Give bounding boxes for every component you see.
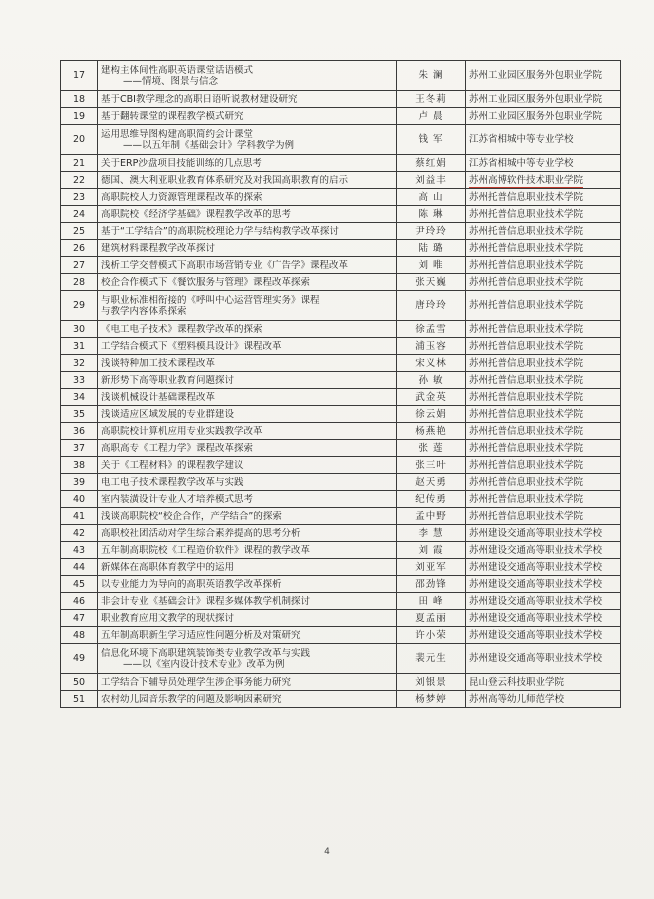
paper-title — [98, 355, 397, 372]
author-name: 纪传勇 — [397, 491, 466, 508]
paper-title-line: 关于《工程材料》的课程教学建议 — [101, 459, 244, 471]
institution-name: 苏州托普信息职业技术学院 — [466, 321, 621, 338]
author-name: 张天巍 — [397, 274, 466, 291]
table-row — [61, 338, 621, 355]
institution-name — [466, 172, 621, 189]
paper-title-line: 与职业标准相衔接的《呼叫中心运营管理实务》课程 — [101, 294, 320, 306]
row-number: 50 — [61, 674, 98, 691]
row-number: 44 — [61, 559, 98, 576]
institution-name: 苏州建设交通高等职业技术学校 — [466, 644, 621, 674]
paper-title — [98, 172, 397, 189]
paper-title-line: 浅谈机械设计基础课程改革 — [101, 391, 216, 403]
institution-name: 苏州托普信息职业技术学院 — [466, 389, 621, 406]
author-name: 李 慧 — [397, 525, 466, 542]
paper-title-line: ——以《室内设计技术专业》改革为例 — [123, 658, 285, 670]
paper-title-line: 与教学内容体系探索 — [101, 305, 187, 317]
paper-title — [98, 576, 397, 593]
institution-name: 苏州建设交通高等职业技术学校 — [466, 610, 621, 627]
paper-title — [98, 457, 397, 474]
paper-title-line: 工学结合下辅导员处理学生涉企事务能力研究 — [101, 676, 292, 688]
institution-name: 苏州托普信息职业技术学院 — [466, 338, 621, 355]
institution-name: 江苏省相城中等专业学校 — [466, 125, 621, 155]
paper-title — [98, 240, 397, 257]
paper-title-line: 信息化环境下高职建筑装饰类专业教学改革与实践 — [101, 647, 311, 659]
institution-name: 苏州建设交通高等职业技术学校 — [466, 576, 621, 593]
paper-title-line: ——情境、图景与信念 — [123, 75, 219, 87]
paper-title-line: 新形势下高等职业教育问题探讨 — [101, 374, 235, 386]
row-number: 18 — [61, 91, 98, 108]
institution-name: 苏州托普信息职业技术学院 — [466, 189, 621, 206]
table-row — [61, 491, 621, 508]
paper-title-line: 高职院校人力资源管理课程改革的探索 — [101, 191, 263, 203]
row-number: 32 — [61, 355, 98, 372]
table-row — [61, 274, 621, 291]
paper-title — [98, 423, 397, 440]
paper-title — [98, 559, 397, 576]
paper-title — [98, 155, 397, 172]
institution-name: 苏州建设交通高等职业技术学校 — [466, 593, 621, 610]
author-name: 孟中野 — [397, 508, 466, 525]
row-number: 36 — [61, 423, 98, 440]
table-row — [61, 125, 621, 155]
row-number: 46 — [61, 593, 98, 610]
institution-underlined: 苏州高博软件技术职业学院 — [469, 174, 584, 186]
paper-title-line: ——以五年制《基础会计》学科教学为例 — [123, 139, 295, 151]
row-number: 23 — [61, 189, 98, 206]
author-name: 许小荣 — [397, 627, 466, 644]
table-row — [61, 389, 621, 406]
paper-title-line: 浅析工学交替模式下高职市场营销专业《广告学》课程改革 — [101, 259, 349, 271]
paper-title-line: 工学结合模式下《塑料模具设计》课程改革 — [101, 340, 282, 352]
table-row — [61, 610, 621, 627]
row-number: 45 — [61, 576, 98, 593]
row-number: 37 — [61, 440, 98, 457]
row-number: 41 — [61, 508, 98, 525]
paper-title — [98, 627, 397, 644]
paper-title — [98, 189, 397, 206]
institution-name: 苏州托普信息职业技术学院 — [466, 206, 621, 223]
author-name: 陆 璐 — [397, 240, 466, 257]
paper-title-line: 德国、澳大利亚职业教育体系研究及对我国高职教育的启示 — [101, 174, 349, 186]
paper-title-line: 《电工电子技术》课程教学改革的探索 — [101, 323, 263, 335]
paper-list-table — [60, 60, 621, 708]
author-name: 杨燕艳 — [397, 423, 466, 440]
institution-name: 苏州高等幼儿师范学校 — [466, 691, 621, 708]
institution-name: 苏州托普信息职业技术学院 — [466, 274, 621, 291]
author-name: 邵劲锋 — [397, 576, 466, 593]
paper-title-line: 高职院校《经济学基础》课程教学改革的思考 — [101, 208, 292, 220]
row-number: 20 — [61, 125, 98, 155]
table-row — [61, 108, 621, 125]
author-name: 蔡红娟 — [397, 155, 466, 172]
institution-name: 苏州建设交通高等职业技术学校 — [466, 525, 621, 542]
paper-title — [98, 440, 397, 457]
institution-name: 苏州托普信息职业技术学院 — [466, 457, 621, 474]
author-name: 高 山 — [397, 189, 466, 206]
institution-name: 苏州托普信息职业技术学院 — [466, 508, 621, 525]
table-row — [61, 206, 621, 223]
author-name: 孙 敏 — [397, 372, 466, 389]
paper-title — [98, 91, 397, 108]
author-name: 钱 军 — [397, 125, 466, 155]
paper-title — [98, 691, 397, 708]
institution-name: 苏州托普信息职业技术学院 — [466, 240, 621, 257]
author-name: 浦玉容 — [397, 338, 466, 355]
table-row — [61, 189, 621, 206]
row-number: 34 — [61, 389, 98, 406]
paper-title-line: 建筑材料课程教学改革探讨 — [101, 242, 216, 254]
paper-title-line: 职业教育应用文教学的现状探讨 — [101, 612, 235, 624]
institution-name: 苏州工业园区服务外包职业学院 — [466, 108, 621, 125]
paper-title — [98, 491, 397, 508]
table-row — [61, 525, 621, 542]
table-row — [61, 457, 621, 474]
institution-name: 苏州托普信息职业技术学院 — [466, 355, 621, 372]
row-number: 29 — [61, 291, 98, 321]
author-name: 刘亚军 — [397, 559, 466, 576]
paper-title — [98, 508, 397, 525]
table-row — [61, 593, 621, 610]
table-row — [61, 644, 621, 674]
row-number: 51 — [61, 691, 98, 708]
institution-name: 苏州建设交通高等职业技术学校 — [466, 559, 621, 576]
row-number: 33 — [61, 372, 98, 389]
author-name: 夏孟丽 — [397, 610, 466, 627]
paper-title — [98, 61, 397, 91]
paper-title — [98, 291, 397, 321]
row-number: 30 — [61, 321, 98, 338]
row-number: 40 — [61, 491, 98, 508]
author-name: 刘 唯 — [397, 257, 466, 274]
institution-name: 苏州托普信息职业技术学院 — [466, 291, 621, 321]
author-name: 裴元生 — [397, 644, 466, 674]
page-number: 4 — [324, 847, 330, 857]
institution-name: 苏州托普信息职业技术学院 — [466, 474, 621, 491]
table-row — [61, 627, 621, 644]
row-number: 47 — [61, 610, 98, 627]
paper-title — [98, 125, 397, 155]
paper-title — [98, 542, 397, 559]
paper-title — [98, 206, 397, 223]
institution-name: 苏州托普信息职业技术学院 — [466, 372, 621, 389]
paper-title — [98, 223, 397, 240]
paper-title — [98, 338, 397, 355]
row-number: 42 — [61, 525, 98, 542]
institution-name: 苏州托普信息职业技术学院 — [466, 491, 621, 508]
table-row — [61, 321, 621, 338]
paper-title-line: 室内装潢设计专业人才培养模式思考 — [101, 493, 254, 505]
paper-title-line: 电工电子技术课程教学改革与实践 — [101, 476, 244, 488]
table-row — [61, 61, 621, 91]
table-row — [61, 355, 621, 372]
author-name: 刘银景 — [397, 674, 466, 691]
institution-name: 苏州托普信息职业技术学院 — [466, 223, 621, 240]
paper-title-line: 基于翻转课堂的课程教学模式研究 — [101, 110, 244, 122]
institution-name: 苏州托普信息职业技术学院 — [466, 440, 621, 457]
row-number: 49 — [61, 644, 98, 674]
paper-title-line: 以专业能力为导向的高职英语教学改革探析 — [101, 578, 282, 590]
institution-name: 苏州建设交通高等职业技术学校 — [466, 627, 621, 644]
row-number: 39 — [61, 474, 98, 491]
table-row — [61, 172, 621, 189]
row-number: 22 — [61, 172, 98, 189]
paper-title-line: 五年制高职院校《工程造价软件》课程的教学改革 — [101, 544, 311, 556]
author-name: 赵天勇 — [397, 474, 466, 491]
paper-title-line: 浅谈高职院校“校企合作，产学结合”的探索 — [101, 510, 282, 522]
author-name: 徐孟雪 — [397, 321, 466, 338]
table-row — [61, 440, 621, 457]
table-row — [61, 576, 621, 593]
institution-name: 苏州托普信息职业技术学院 — [466, 406, 621, 423]
paper-title-line: 运用思维导图构建高职简约会计课堂 — [101, 128, 254, 140]
paper-title — [98, 372, 397, 389]
institution-name: 苏州工业园区服务外包职业学院 — [466, 61, 621, 91]
institution-name: 苏州托普信息职业技术学院 — [466, 257, 621, 274]
paper-title-line: 高职校社团活动对学生综合素养提高的思考分析 — [101, 527, 301, 539]
table-row — [61, 559, 621, 576]
paper-title — [98, 644, 397, 674]
table-row — [61, 257, 621, 274]
row-number: 48 — [61, 627, 98, 644]
row-number: 25 — [61, 223, 98, 240]
paper-title-line: 基于“工学结合”的高职院校理论力学与结构教学改革探讨 — [101, 225, 339, 237]
row-number: 31 — [61, 338, 98, 355]
paper-title — [98, 257, 397, 274]
paper-title — [98, 474, 397, 491]
paper-title-line: 浅谈特种加工技术课程改革 — [101, 357, 216, 369]
row-number: 27 — [61, 257, 98, 274]
row-number: 24 — [61, 206, 98, 223]
paper-title — [98, 610, 397, 627]
paper-title — [98, 389, 397, 406]
table-row — [61, 674, 621, 691]
row-number: 19 — [61, 108, 98, 125]
institution-name: 苏州托普信息职业技术学院 — [466, 423, 621, 440]
author-name: 卢 晨 — [397, 108, 466, 125]
institution-name: 苏州工业园区服务外包职业学院 — [466, 91, 621, 108]
author-name: 徐云娟 — [397, 406, 466, 423]
paper-title — [98, 674, 397, 691]
table-row — [61, 423, 621, 440]
institution-name: 昆山登云科技职业学院 — [466, 674, 621, 691]
row-number: 26 — [61, 240, 98, 257]
table-row — [61, 372, 621, 389]
author-name: 唐玲玲 — [397, 291, 466, 321]
paper-title — [98, 406, 397, 423]
institution-name: 苏州建设交通高等职业技术学校 — [466, 542, 621, 559]
paper-title-line: 五年制高职新生学习适应性问题分析及对策研究 — [101, 629, 301, 641]
row-number: 28 — [61, 274, 98, 291]
paper-title-line: 新媒体在高职体育教学中的运用 — [101, 561, 235, 573]
table-row — [61, 406, 621, 423]
paper-title-line: 高职院校计算机应用专业实践教学改革 — [101, 425, 263, 437]
author-name: 陈 琳 — [397, 206, 466, 223]
author-name: 宋义林 — [397, 355, 466, 372]
table-row — [61, 223, 621, 240]
paper-title — [98, 525, 397, 542]
table-row — [61, 508, 621, 525]
paper-title-line: 校企合作模式下《餐饮服务与管理》课程改革探索 — [101, 276, 311, 288]
paper-title-line: 建构主体间性高职英语课堂话语模式 — [101, 64, 254, 76]
paper-title-line: 基于CBI教学理念的高职日语听说教材建设研究 — [101, 93, 298, 105]
row-number: 35 — [61, 406, 98, 423]
table-row — [61, 240, 621, 257]
row-number: 43 — [61, 542, 98, 559]
paper-title-line: 非会计专业《基础会计》课程多媒体教学机制探讨 — [101, 595, 311, 607]
author-name: 朱 澜 — [397, 61, 466, 91]
table-row — [61, 474, 621, 491]
paper-title-line: 浅谈适应区域发展的专业群建设 — [101, 408, 235, 420]
author-name: 张 莲 — [397, 440, 466, 457]
table-row — [61, 291, 621, 321]
paper-title — [98, 108, 397, 125]
paper-title-line: 高职高专《工程力学》课程改革探索 — [101, 442, 254, 454]
row-number: 21 — [61, 155, 98, 172]
table-row — [61, 691, 621, 708]
row-number: 38 — [61, 457, 98, 474]
table-row — [61, 542, 621, 559]
table-row — [61, 155, 621, 172]
author-name: 王冬莉 — [397, 91, 466, 108]
institution-name: 江苏省相城中等专业学校 — [466, 155, 621, 172]
author-name: 武金英 — [397, 389, 466, 406]
paper-title-line: 关于ERP沙盘项目技能训练的几点思考 — [101, 157, 262, 169]
paper-title — [98, 274, 397, 291]
author-name: 尹玲玲 — [397, 223, 466, 240]
author-name: 刘益丰 — [397, 172, 466, 189]
author-name: 刘 霞 — [397, 542, 466, 559]
paper-title — [98, 593, 397, 610]
table-row — [61, 91, 621, 108]
author-name: 张三叶 — [397, 457, 466, 474]
author-name: 田 峰 — [397, 593, 466, 610]
author-name: 杨梦婷 — [397, 691, 466, 708]
paper-title — [98, 321, 397, 338]
row-number: 17 — [61, 61, 98, 91]
paper-title-line: 农村幼儿园音乐教学的问题及影响因素研究 — [101, 693, 282, 705]
